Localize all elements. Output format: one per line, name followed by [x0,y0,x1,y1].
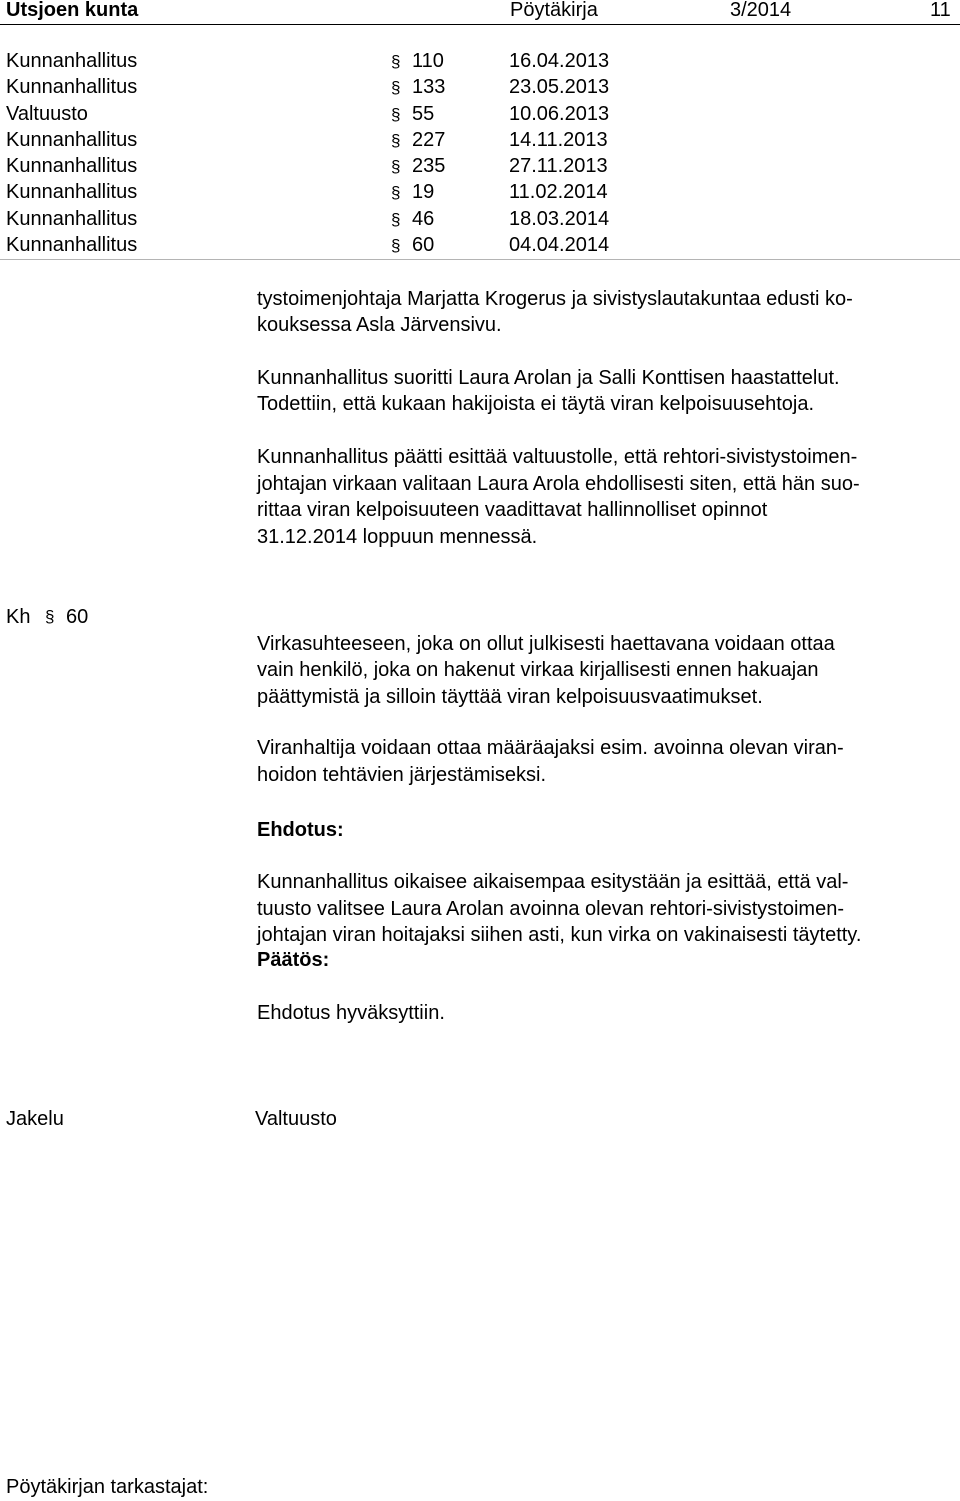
current-paragraph-1-line-3: päättymistä ja silloin täyttää viran kelpoisuusvaatimukset. [257,686,763,708]
history-row [6,206,706,232]
history-paragraph: 19 [412,181,435,204]
history-paragraph: 55 [412,102,435,125]
section-sign: § [391,209,401,229]
history-date: 27.11.2013 [509,155,608,178]
history-date: 11.02.2014 [509,181,608,204]
history-row [6,153,706,179]
history-body: Kunnanhallitus [6,181,138,204]
prior-paragraph-1-line-1: tystoimenjohtaja Marjatta Krogerus ja sivistyslautakuntaa edusti ko- [257,288,853,310]
distribution-label: Jakelu [6,1108,64,1130]
section-sign: § [45,607,55,626]
prior-paragraph-3-line-1: Kunnanhallitus päätti esittää valtuustolle, että rehtori-sivistystoimen- [257,446,858,468]
section-sign: § [391,183,401,203]
proposal-line-3: johtajan viran hoitajaksi siihen asti, kun virka on vakinaisesti täytetty. [257,924,862,946]
history-row [6,48,706,74]
prior-paragraph-3-line-2: johtajan virkaan valitaan Laura Arola ehdollisesti siten, että hän suo- [257,473,860,495]
section-sign: § [391,130,401,150]
history-body: Kunnanhallitus [6,76,138,99]
history-body: Kunnanhallitus [6,155,138,178]
document-type: Pöytäkirja [510,0,598,21]
proposal-line-2: tuusto valitsee Laura Arolan avoinna olevan rehtori-sivistystoimen- [257,898,844,920]
history-body: Kunnanhallitus [6,128,138,151]
item-number: 60 [66,606,89,628]
history-row [6,179,706,205]
history-date: 23.05.2013 [509,76,610,99]
history-row [6,232,706,258]
history-paragraph: 227 [412,128,446,151]
history-date: 18.03.2014 [509,207,610,230]
history-date: 16.04.2013 [509,50,610,72]
history-body: Kunnanhallitus [6,50,138,72]
current-paragraph-1-line-1: Virkasuhteeseen, joka on ollut julkisesti haettavana voidaan ottaa [257,633,835,655]
decision-text: Ehdotus hyväksyttiin. [257,1002,445,1024]
header-divider [0,24,960,25]
section-sign: § [391,52,401,71]
history-paragraph: 235 [412,155,446,178]
decision-heading: Päätös: [257,949,330,971]
section-sign: § [391,104,401,124]
history-row [6,101,706,127]
section-sign: § [391,78,401,98]
history-date: 04.04.2014 [509,234,610,257]
history-row [6,74,706,100]
history-date: 10.06.2013 [509,102,610,125]
document-number: 3/2014 [730,0,792,21]
history-body: Kunnanhallitus [6,234,138,257]
history-table [6,48,706,258]
item-body-label: Kh [6,606,31,628]
page-number: 11 [930,0,951,21]
history-divider [0,259,960,260]
proposal-heading: Ehdotus: [257,819,344,841]
reviewers-label: Pöytäkirjan tarkastajat: [6,1476,209,1498]
prior-paragraph-2-line-1: Kunnanhallitus suoritti Laura Arolan ja Salli Konttisen haastattelut. [257,367,840,389]
history-body: Kunnanhallitus [6,207,138,230]
history-paragraph: 60 [412,234,435,257]
prior-paragraph-3-line-4: 31.12.2014 loppuun mennessä. [257,526,538,548]
distribution-value: Valtuusto [255,1108,337,1130]
history-paragraph: 110 [412,50,444,72]
proposal-line-1: Kunnanhallitus oikaisee aikaisempaa esitystään ja esittää, että val- [257,871,849,893]
current-paragraph-1-line-2: vain henkilö, joka on hakenut virkaa kirjallisesti ennen hakuajan [257,659,819,681]
history-body: Valtuusto [6,102,88,125]
history-row [6,127,706,153]
current-paragraph-2-line-1: Viranhaltija voidaan ottaa määräajaksi esim. avoinna olevan viran- [257,737,844,759]
section-sign: § [391,236,401,256]
history-date: 14.11.2013 [509,128,608,151]
current-paragraph-2-line-2: hoidon tehtävien järjestämiseksi. [257,764,547,786]
section-sign: § [391,157,401,177]
prior-paragraph-1-line-2: kouksessa Asla Järvensivu. [257,314,502,336]
prior-paragraph-3-line-3: rittaa viran kelpoisuuteen vaadittavat hallinnolliset opinnot [257,499,768,521]
prior-paragraph-2-line-2: Todettiin, että kukaan hakijoista ei täytä viran kelpoisuusehtoja. [257,393,815,415]
history-paragraph: 46 [412,207,435,230]
organization-name: Utsjoen kunta [6,0,139,21]
history-paragraph: 133 [412,76,446,99]
